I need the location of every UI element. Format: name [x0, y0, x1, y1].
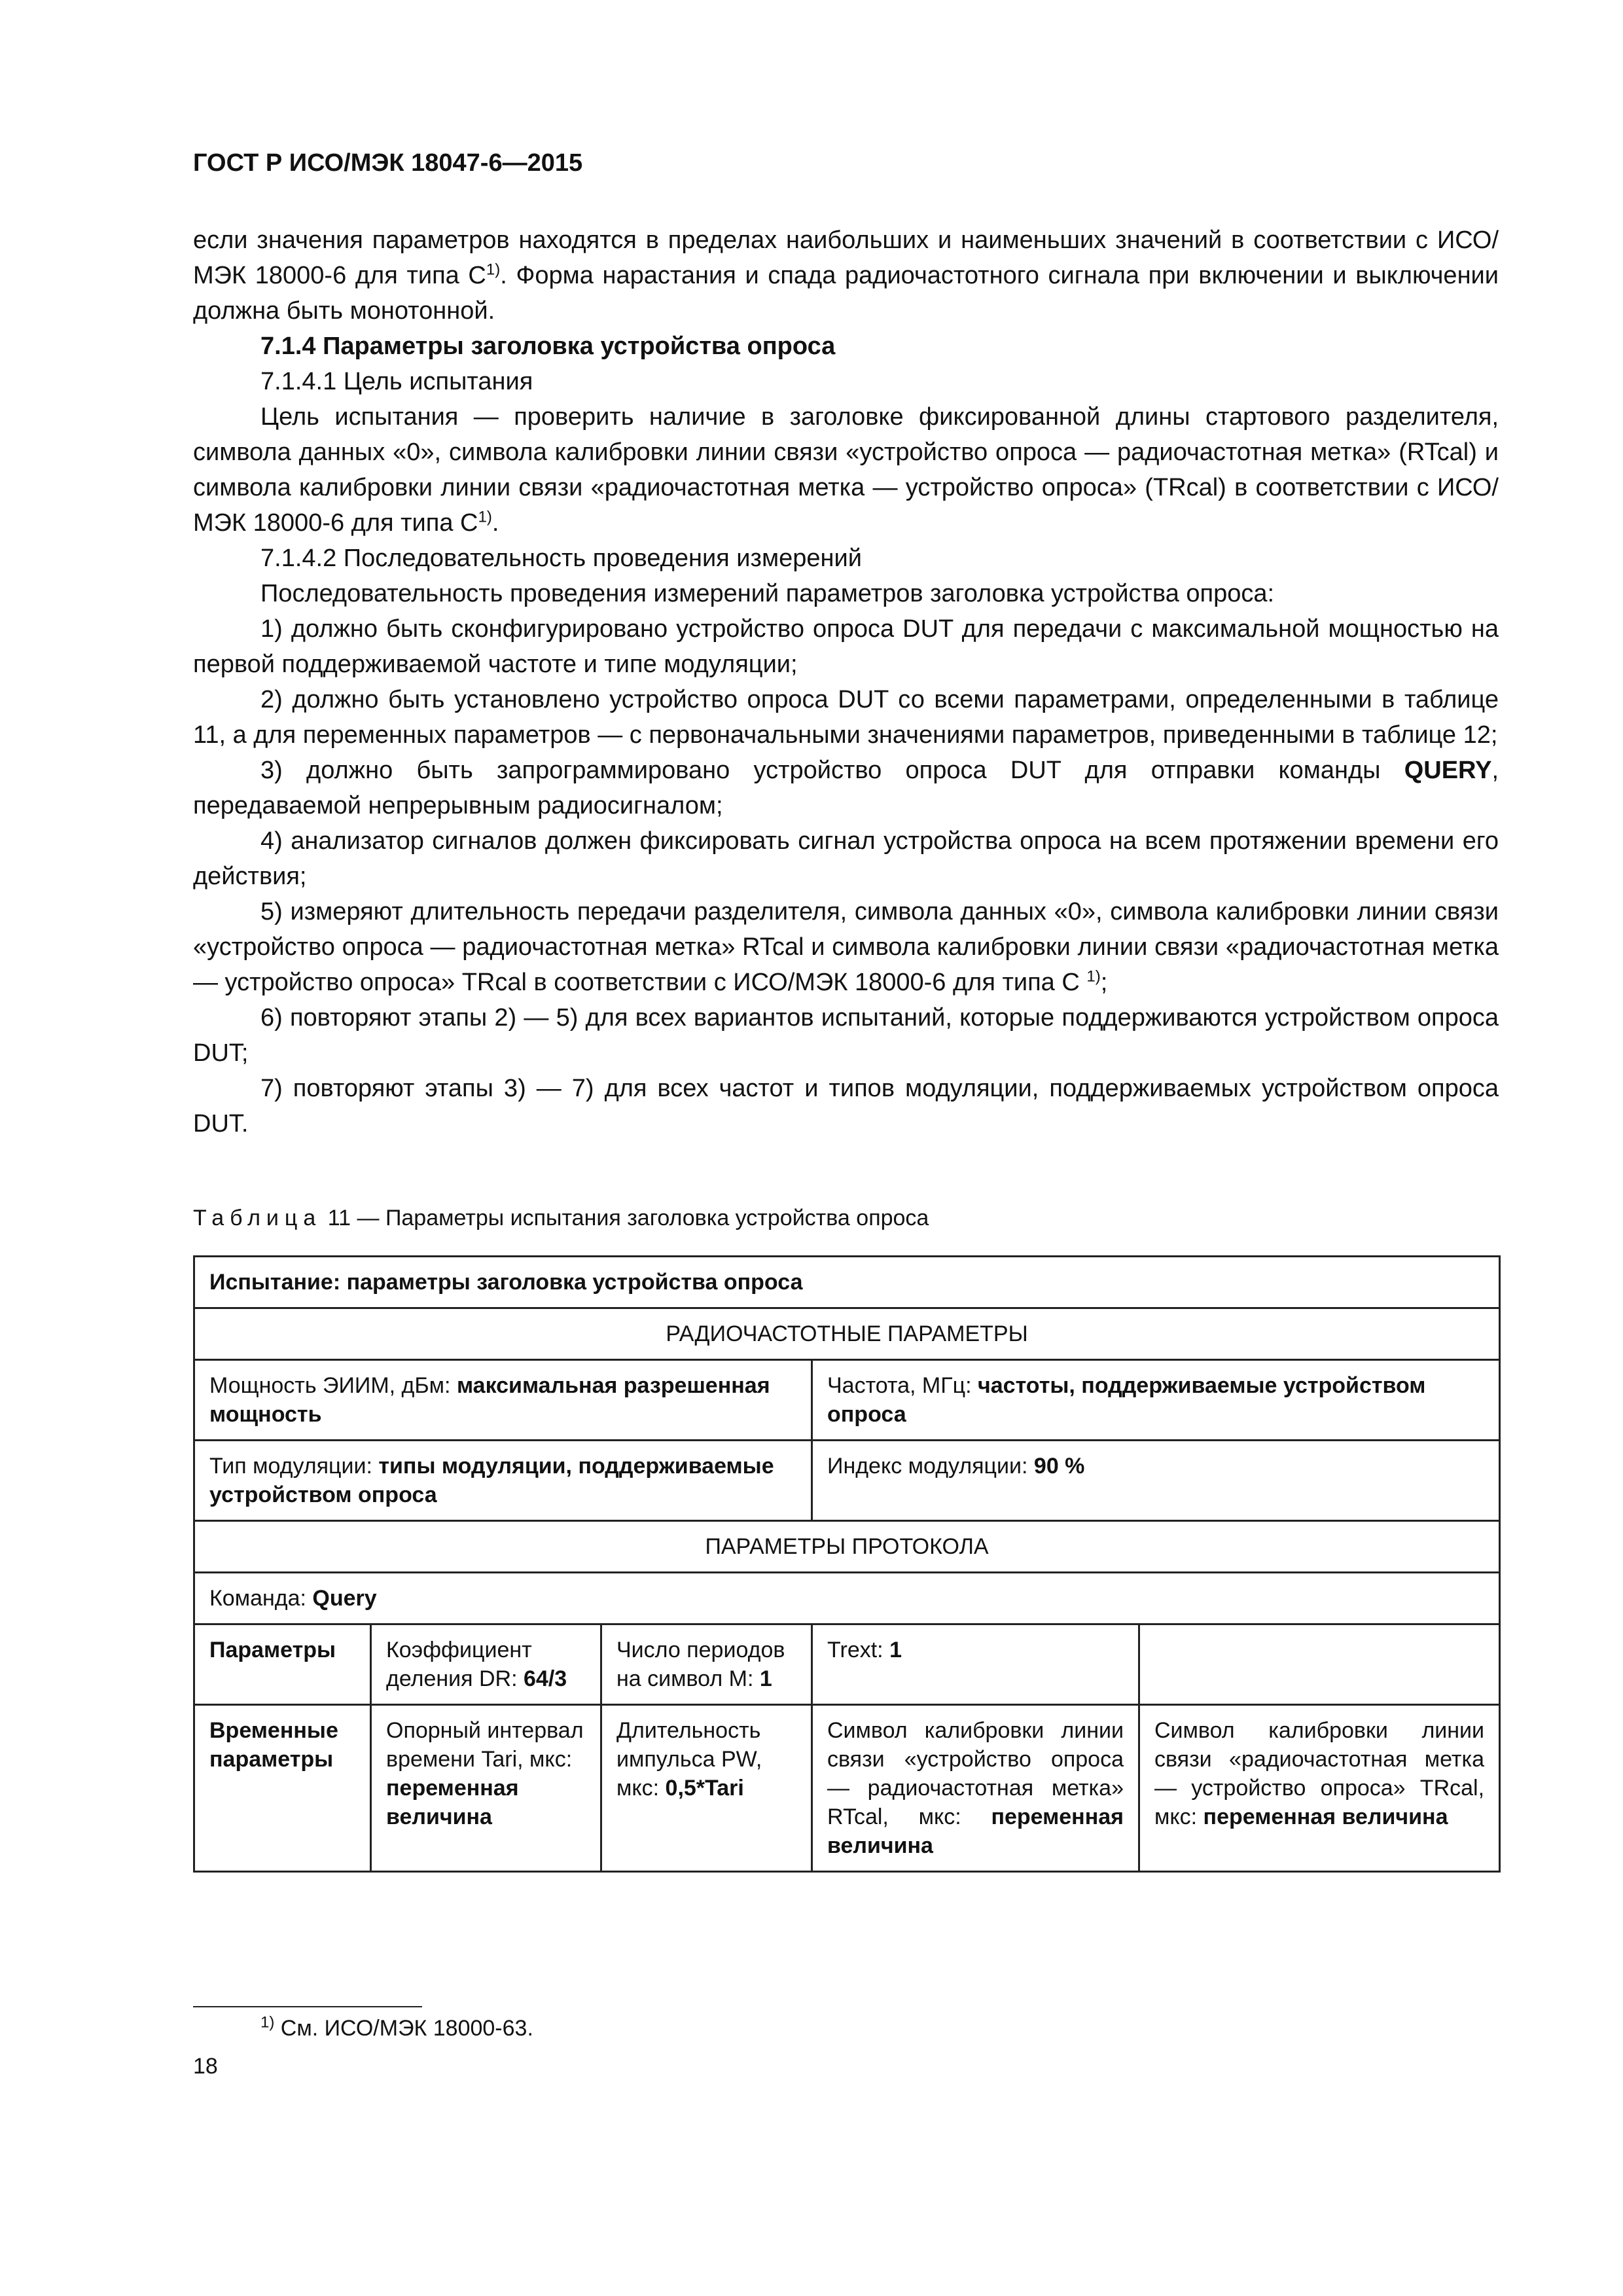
- cell-value: переменная величина: [386, 1776, 519, 1829]
- body-text: [193, 223, 1499, 1141]
- cell-label: Частота, МГц:: [827, 1373, 978, 1398]
- cell-value: типы модуляции, поддерживаемые устройством опроса: [209, 1454, 774, 1507]
- cell-value: 64/3: [524, 1666, 567, 1691]
- list-item-7: 7) повторяют этапы 3) — 7) для всех частот и типов модуляции, поддерживаемых устройством опроса DUT.: [193, 1075, 1499, 1138]
- rtcal-cell: [812, 1705, 1139, 1872]
- table-11: [193, 1255, 1501, 1873]
- subsection-heading-7-1-4-2: 7.1.4.2 Последовательность проведения измерений: [260, 545, 862, 572]
- cell-label: Число периодов на символ М:: [616, 1638, 785, 1691]
- footnote-ref: 1): [1086, 967, 1101, 986]
- page-number: 18: [193, 2054, 218, 2079]
- cell-label: Мощность ЭИИМ, дБм:: [209, 1373, 457, 1398]
- text-segment: 3) должно быть запрограммировано устройство опроса DUT для отправки команды: [260, 757, 1404, 784]
- cell-label: Опорный интервал времени Tari, мкс:: [386, 1718, 584, 1772]
- cell-label: Тип модуляции:: [209, 1454, 379, 1479]
- section-heading-7-1-4: 7.1.4 Параметры заголовка устройства опроса: [260, 332, 836, 360]
- query-command: QUERY: [1404, 757, 1492, 784]
- cell-value: 90 %: [1033, 1454, 1085, 1479]
- cell-value: 1: [759, 1666, 772, 1691]
- empty-cell: [1139, 1624, 1500, 1705]
- cell-value: Query: [312, 1586, 377, 1611]
- cell-label: Символ калибровки линии связи «устройство опроса — радиочастотная метка» RTcal, мкс:: [827, 1718, 1124, 1829]
- footnote-text: См. ИСО/МЭК 18000-63.: [274, 2016, 533, 2041]
- footnote-mark: 1): [260, 2013, 275, 2032]
- cell-value: переменная величина: [827, 1804, 1124, 1858]
- footnote-ref: 1): [486, 260, 501, 279]
- footnote-ref: 1): [478, 508, 492, 526]
- table-caption: [193, 1206, 929, 1231]
- caption-label: Таблица: [193, 1206, 322, 1230]
- caption-text: 11 — Параметры испытания заголовка устройства опроса: [321, 1206, 929, 1230]
- cell-label: Символ калибровки линии связи «радиочастотная метка — устройство опроса» TRcal, мкс:: [1154, 1718, 1485, 1829]
- cell-value: 1: [889, 1638, 902, 1662]
- list-item-5: [193, 894, 1499, 1000]
- cell-value: частоты, поддерживаемые устройством опроса: [827, 1373, 1426, 1427]
- cell-value: переменная величина: [1203, 1804, 1448, 1829]
- modulation-type-cell: [194, 1441, 812, 1521]
- cell-value: 0,5*Tari: [665, 1776, 744, 1801]
- tari-cell: [371, 1705, 601, 1872]
- text-segment: ;: [1100, 969, 1108, 996]
- modulation-index-cell: [812, 1441, 1500, 1521]
- text-segment: . Форма нарастания и спада радиочастотного сигнала при включении и выключении должна быть монотонной.: [193, 262, 1499, 325]
- subsection-heading-7-1-4-1: 7.1.4.1 Цель испытания: [260, 368, 533, 395]
- parameters-label-cell: Параметры: [194, 1624, 371, 1705]
- footnote: [260, 2013, 533, 2041]
- dr-cell: [371, 1624, 601, 1705]
- frequency-cell: [812, 1360, 1500, 1441]
- pw-cell: [601, 1705, 812, 1872]
- timing-label-cell: Временные параметры: [194, 1705, 371, 1872]
- list-item-6: 6) повторяют этапы 2) — 5) для всех вариантов испытаний, которые поддерживаются устройством опроса DUT;: [193, 1004, 1499, 1067]
- text-segment: 5) измеряют длительность передачи разделителя, символа данных «0», символа калибровки линии связи «устройство опроса — радиочастотная метка» RTcal и символа калибровки линии связи «радиочастотная метка — устройство опроса» TRcal в соответствии с ИСО/МЭК 18000-6 для типа С: [193, 898, 1499, 996]
- cell-label: Trext:: [827, 1638, 890, 1662]
- paragraph-continuation: [193, 223, 1499, 329]
- cell-label: Команда:: [209, 1586, 313, 1611]
- cell-label: Коэффициент деления DR:: [386, 1638, 532, 1691]
- rf-params-header: РАДИОЧАСТОТНЫЕ ПАРАМЕТРЫ: [194, 1308, 1500, 1360]
- trext-cell: [812, 1624, 1139, 1705]
- list-item-1: 1) должно быть сконфигурировано устройство опроса DUT для передачи с максимальной мощностью на первой поддерживаемой частоте и типе модуляции;: [193, 615, 1499, 678]
- cell-value: максимальная разрешенная мощность: [209, 1373, 770, 1427]
- text-segment: .: [491, 509, 499, 537]
- document-header: ГОСТ Р ИСО/МЭК 18047-6—2015: [193, 149, 583, 177]
- list-item-3: [193, 753, 1499, 823]
- paragraph-test-purpose: [193, 399, 1499, 541]
- table-title-cell: Испытание: параметры заголовка устройства опроса: [194, 1257, 1500, 1308]
- text-segment: если значения параметров находятся в пределах наибольших и наименьших значений в соответствии с ИСО/МЭК 18000-6 для типа С: [193, 226, 1499, 289]
- text-segment: Цель испытания — проверить наличие в заголовке фиксированной длины стартового разделителя, символа данных «0», символа калибровки линии связи «устройство опроса — радиочастотная метка» (RTcal) и символа калибровки линии связи «радиочастотная метка — устройство опроса» (TRcal) в соответствии с ИСО/МЭК 18000-6 для типа С: [193, 403, 1499, 537]
- list-item-2: 2) должно быть установлено устройство опроса DUT со всеми параметрами, определенными в таблице 11, а для переменных параметров — с первоначальными значениями параметров, приведенными в таблице 12;: [193, 686, 1499, 749]
- power-cell: [194, 1360, 812, 1441]
- m-cell: [601, 1624, 812, 1705]
- list-item-4: 4) анализатор сигналов должен фиксировать сигнал устройства опроса на всем протяжении времени его действия;: [193, 827, 1499, 890]
- trcal-cell: [1139, 1705, 1500, 1872]
- text-segment: , передаваемой непрерывным радиосигналом;: [193, 757, 1499, 819]
- footnote-separator: [193, 2006, 422, 2007]
- cell-label: Индекс модуляции:: [827, 1454, 1034, 1479]
- cell-label: Длительность импульса PW, мкс:: [616, 1718, 762, 1801]
- protocol-params-header: ПАРАМЕТРЫ ПРОТОКОЛА: [194, 1521, 1500, 1573]
- paragraph-sequence-intro: Последовательность проведения измерений параметров заголовка устройства опроса:: [260, 580, 1275, 607]
- command-cell: [194, 1573, 1500, 1624]
